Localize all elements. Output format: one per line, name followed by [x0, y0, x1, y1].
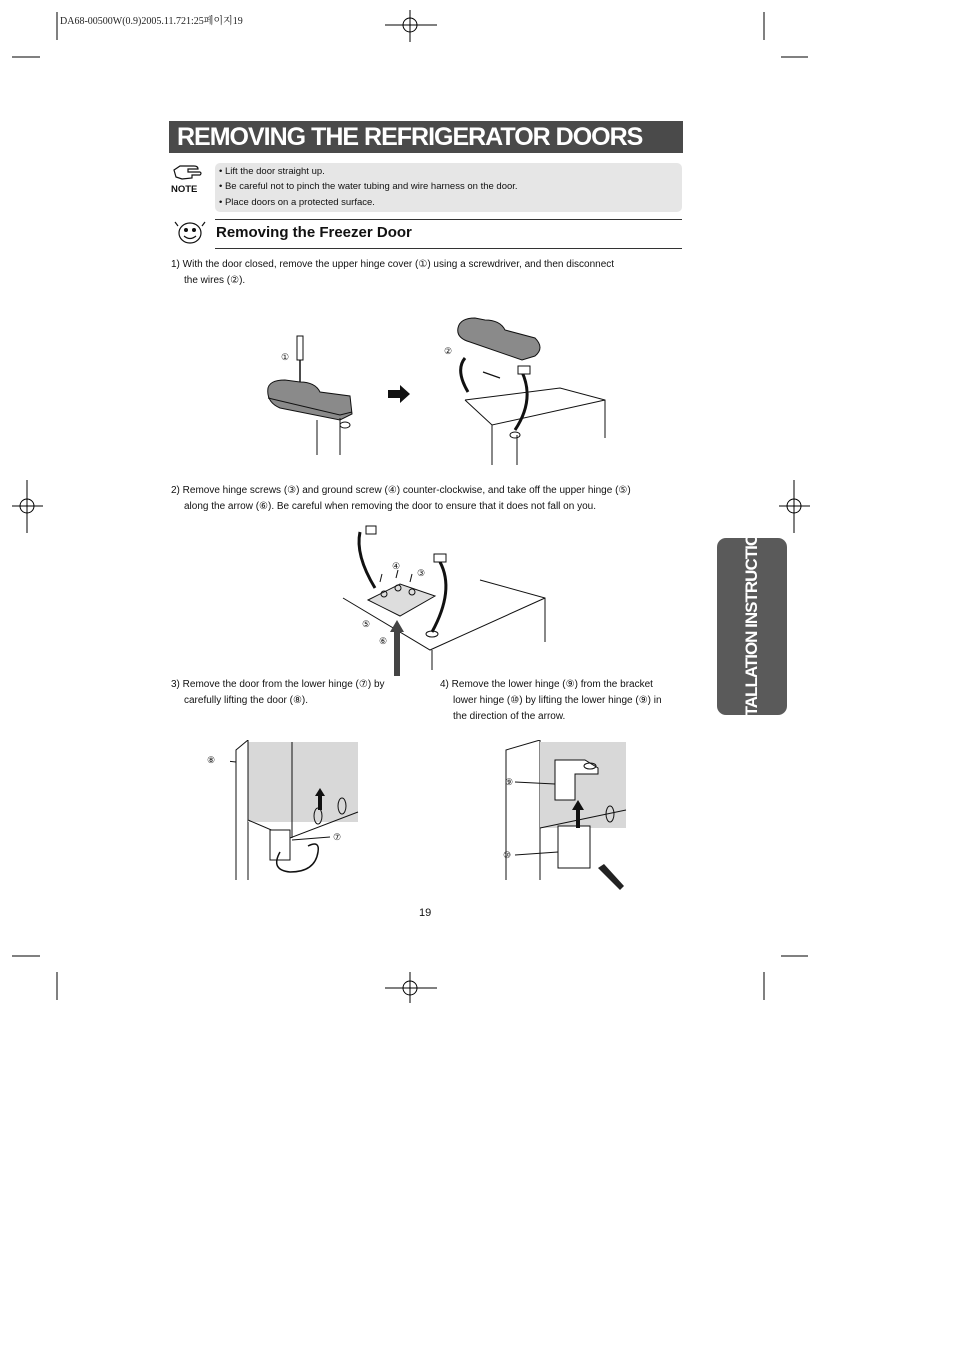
note-label: NOTE [171, 184, 198, 195]
arrow-right-icon [388, 385, 410, 403]
side-tab-label: INSTALLATION INSTRUCTIONS [742, 511, 761, 742]
screwdriver-icon [598, 864, 624, 890]
step-text-line: lower hinge (⑩) by lifting the lower hinge (⑨) in [453, 695, 662, 706]
step-text-line: 2) Remove hinge screws (③) and ground screw (④) counter-clockwise, and take off the upper hinge (⑤) [171, 485, 631, 496]
callout-7: ⑦ [333, 832, 342, 842]
mascot-icon [174, 220, 206, 246]
page-number: 19 [419, 907, 432, 919]
arrow-up-icon [390, 620, 404, 676]
step-3-text [171, 677, 385, 709]
section-rule-top [215, 219, 682, 220]
figure-lower-hinge-door [230, 740, 365, 885]
step-text-line: the wires (②). [184, 275, 246, 286]
page-title: REMOVING THE REFRIGERATOR DOORS [177, 123, 643, 151]
figure-hinge-cover [260, 300, 620, 470]
figure-upper-hinge [340, 520, 555, 680]
section-title: Removing the Freezer Door [216, 224, 412, 241]
callout-5: ⑤ [362, 619, 371, 629]
step-text-line: 4) Remove the lower hinge (⑨) from the bracket [440, 679, 653, 690]
step-text-line: carefully lifting the door (⑧). [184, 695, 309, 706]
callout-1: ① [281, 352, 290, 362]
print-header: DA68-00500W(0.9)2005.11.721:25페이지19 [60, 16, 243, 27]
step-text-line: 3) Remove the door from the lower hinge (⑦) by [171, 679, 385, 690]
step-text-line: 1) With the door closed, remove the upper hinge cover (①) using a screwdriver, and then disconnect [171, 259, 615, 270]
step-1-text [171, 257, 614, 289]
step-2-text [171, 483, 631, 515]
step-text-line: along the arrow (⑥). Be careful when removing the door to ensure that it does not fall on you. [184, 501, 596, 512]
callout-6: ⑥ [379, 636, 388, 646]
note-box [215, 163, 682, 212]
callout-3: ③ [417, 568, 426, 578]
callout-8: ⑧ [207, 755, 216, 765]
callout-10: ⑩ [503, 850, 512, 860]
note-item: • Lift the door straight up. [219, 166, 325, 177]
note-item: • Place doors on a protected surface. [219, 197, 375, 208]
section-rule [215, 248, 682, 249]
page-title-bar [169, 121, 683, 153]
note-item: • Be careful not to pinch the water tubing and wire harness on the door. [219, 181, 518, 192]
side-tab [717, 511, 787, 742]
callout-4: ④ [392, 561, 401, 571]
figure-lower-hinge-bracket [500, 740, 630, 900]
callout-9: ⑨ [505, 777, 514, 787]
step-4-text [440, 677, 662, 725]
pointing-hand-icon [172, 164, 204, 184]
callout-2: ② [444, 346, 453, 356]
step-text-line: the direction of the arrow. [453, 711, 566, 722]
